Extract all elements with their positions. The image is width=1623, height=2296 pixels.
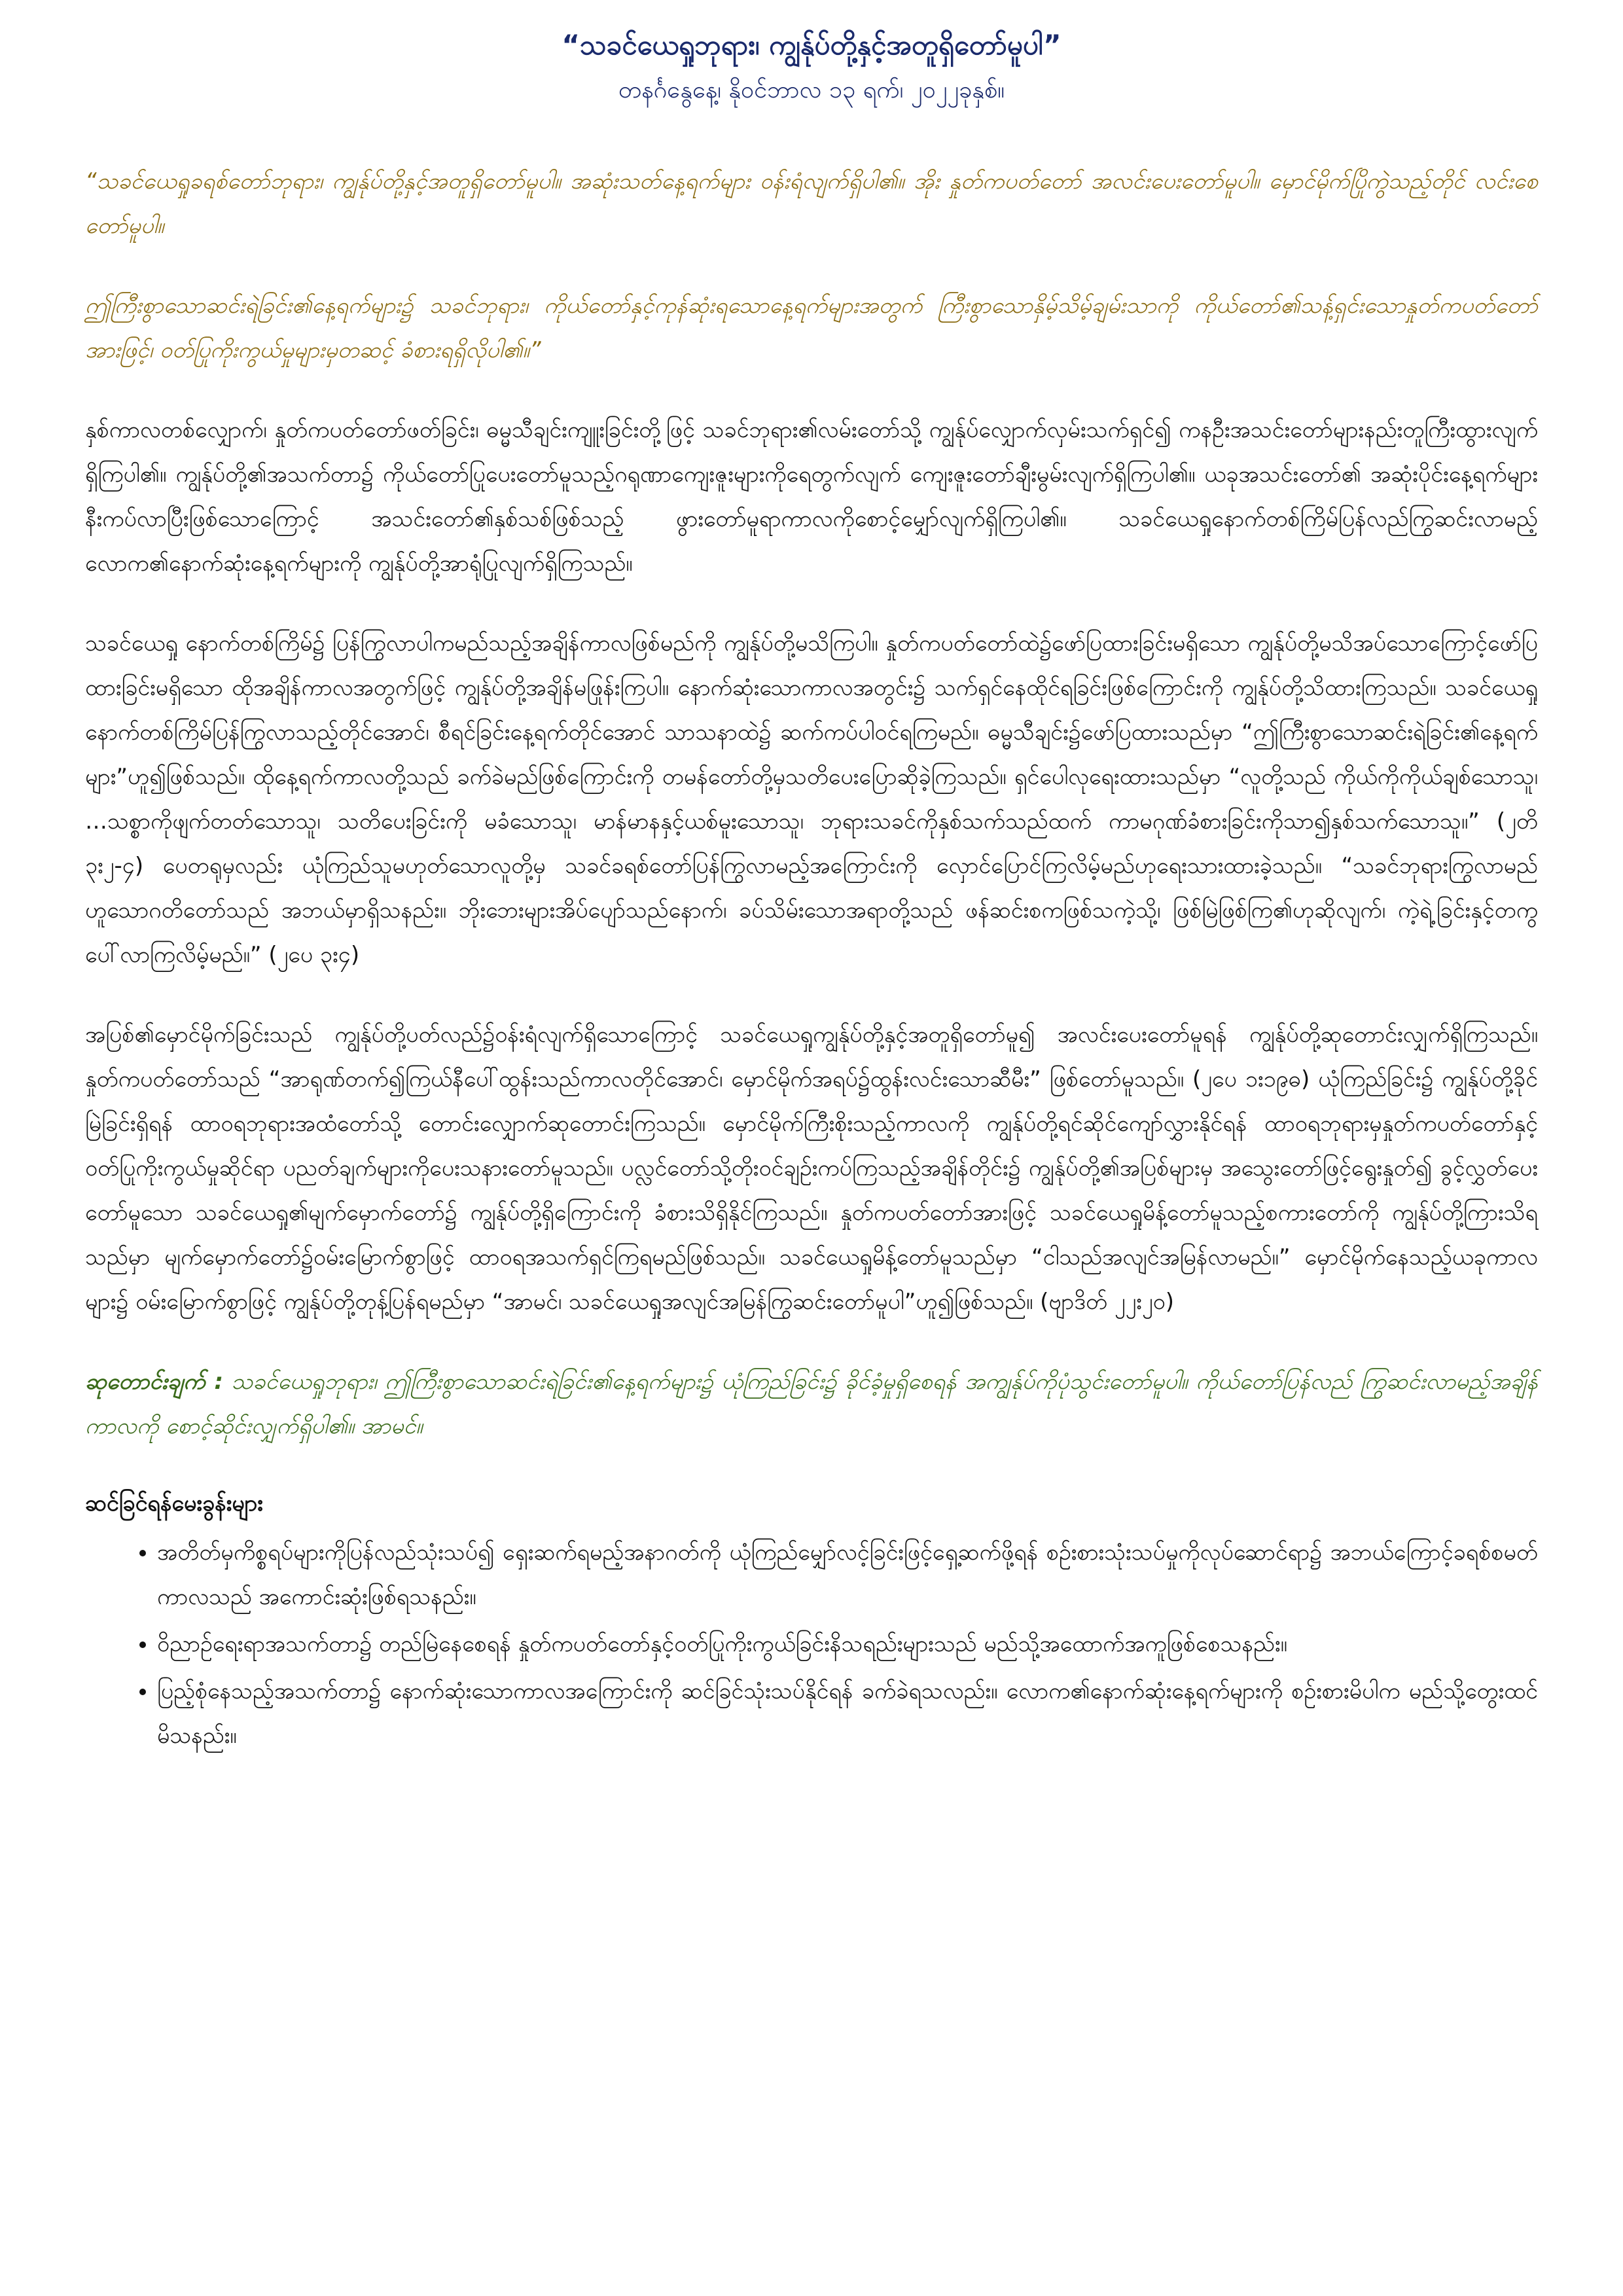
body-paragraph-1: နှစ်ကာလတစ်လျှောက်၊ နှုတ်ကပတ်တော်ဖတ်ခြင်း၊ ဓမ္မသီချင်းကျူးခြင်းတို့ဖြင့် သခင်ဘုရား၏လမ်းတော်သို့ ကျွန်ုပ်လျှောက်လှမ်းသက်ရှင်၍ ကနဦးအသင်းတော်များနည်းတူကြီးထွားလျက်ရှိကြပါ၏။ ကျွန်ုပ်တို့၏အသက်တာ၌ ကိုယ်တော်ပြုပေးတော်မူသည့်ဂရုဏာကျေးဇူးများကိုရေတွက်လျက် ကျေးဇူးတော်ချီးမွမ်းလျက်ရှိကြပါ၏။ ယခုအသင်းတော်၏ အဆုံးပိုင်းနေ့ရက်များနီးကပ်လာပြီးဖြစ်သောကြောင့် အသင်းတော်၏နှစ်သစ်ဖြစ်သည့် ဖွားတော်မူရာကာလကိုစောင့်မျှော်လျက်ရှိကြပါ၏။ သခင်ယေရှုနောက်တစ်ကြိမ်ပြန်လည်ကြွဆင်းလာမည့် လောက၏နောက်ဆုံးနေ့ရက်များကို ကျွန်ုပ်တို့အာရုံပြုလျက်ရှိကြသည်။ xyxy=(85,417,1538,577)
body-paragraph-2: သခင်ယေရှု နောက်တစ်ကြိမ်၌ ပြန်ကြွလာပါကမည်သည့်အချိန်ကာလဖြစ်မည်ကို ကျွန်ုပ်တို့မသိကြပါ။ နှုတ်ကပတ်တော်ထဲ၌ဖော်ပြထားခြင်းမရှိသော ကျွန်ုပ်တို့မသိအပ်သောကြောင့်ဖော်ပြထားခြင်းမရှိသော ထိုအချိန်ကာလအတွက်ဖြင့် ကျွန်ုပ်တို့အချိန်မဖြုန်းကြပါ။ နောက်ဆုံးသောကာလအတွင်း၌ သက်ရှင်နေထိုင်ရခြင်းဖြစ်ကြောင်းကို ကျွန်ုပ်တို့သိထားကြသည်။ သခင်ယေရှုနောက်တစ်ကြိမ်ပြန်ကြွလာသည့်တိုင်အောင်၊ စီရင်ခြင်းနေ့ရက်တိုင်အောင် သာသနာထဲ၌ ဆက်ကပ်ပါဝင်ရကြမည်။ ဓမ္မသီချင်း၌ဖော်ပြထားသည်မှာ “ဤကြီးစွာသောဆင်းရဲခြင်း၏နေ့ရက်များ”ဟူ၍ဖြစ်သည်။ ထိုနေ့ရက်ကာလတို့သည် ခက်ခဲမည်ဖြစ်ကြောင်းကို တမန်တော်တို့မှသတိပေးပြောဆိုခဲ့ကြသည်။ ရှင်ပေါလုရေးထားသည်မှာ “လူတို့သည် ကိုယ်ကိုကိုယ်ချစ်သောသူ၊ …သစ္စာကိုဖျက်တတ်သောသူ၊ သတိပေးခြင်းကို မခံသောသူ၊ မာန်မာနနှင့်ယစ်မူးသောသူ၊ ဘုရားသခင်ကိုနှစ်သက်သည်ထက် ကာမဂုဏ်ခံစားခြင်းကိုသာ၍နှစ်သက်သောသူ။” (၂တိ ၃း၂-၄) ပေတရုမှလည်း ယုံကြည်သူမဟုတ်သောလူတို့မှ သခင်ခရစ်တော်ပြန်ကြွလာမည့်အကြောင်းကို လှောင်ပြောင်ကြလိမ့်မည်ဟုရေးသားထားခဲ့သည်။ “သခင်ဘုရားကြွလာမည်ဟူသောဂတိတော်သည် အဘယ်မှာရှိသနည်း။ ဘိုးဘေးများအိပ်ပျော်သည်နောက်၊ ခပ်သိမ်းသောအရာတို့သည် ဖန်ဆင်းစကဖြစ်သကဲ့သို့၊ ဖြစ်မြဲဖြစ်ကြ၏ဟုဆိုလျက်၊ ကဲ့ရဲ့ခြင်းနှင့်တကွပေါ်လာကြလိမ့်မည်။” (၂ပေ ၃း၄) xyxy=(85,630,1538,969)
reflection-questions-list xyxy=(85,1530,1538,1758)
closing-prayer-text: သခင်ယေရှုဘုရား၊ ဤကြီးစွာသောဆင်းရဲခြင်း၏နေ့ရက်များ၌ ယုံကြည်ခြင်း၌ ခိုင်ခံ့မှုရှိစေရန် အကျွန်ုပ်ကိုပုံသွင်းတော်မူပါ။ ကိုယ်တော်ပြန်လည် ကြွဆင်းလာမည့်အချိန်ကာလကို စောင့်ဆိုင်းလျှက်ရှိပါ၏။ အာမင်။ xyxy=(85,1369,1538,1440)
opening-prayer-2: ဤကြီးစွာသောဆင်းရဲခြင်း၏နေ့ရက်များ၌ သခင်ဘုရား၊ ကိုယ်တော်နှင့်ကုန်ဆုံးရသောနေ့ရက်များအတွက် ကြီးစွာသောနှိမ့်သိမ့်ချမ်းသာကို ကိုယ်တော်၏သန့်ရှင်းသောနှုတ်ကပတ်တော်အားဖြင့်၊ ဝတ်ပြုကိုးကွယ်မှုများမှတဆင့် ခံစားရရှိလိုပါ၏။” xyxy=(85,293,1538,364)
page-title: “သခင်ယေရှုဘုရား၊ ကျွန်ုပ်တို့နှင့်အတူရှိတော်မူပါ” xyxy=(562,29,1061,61)
body-paragraph-3: အပြစ်၏မှောင်မိုက်ခြင်းသည် ကျွန်ုပ်တို့ပတ်လည်၌ဝန်းရံလျက်ရှိသောကြောင့် သခင်ယေရှုကျွန်ုပ်တို့နှင့်အတူရှိတော်မူ၍ အလင်းပေးတော်မူရန် ကျွန်ုပ်တို့ဆုတောင်းလျှက်ရှိကြသည်။ နှုတ်ကပတ်တော်သည် “အာရုဏ်တက်၍ကြယ်နီပေါ်ထွန်းသည်ကာလတိုင်အောင်၊ မှောင်မိုက်အရပ်၌ထွန်းလင်းသောဆီမီး” ဖြစ်တော်မူသည်။ (၂ပေ ၁း၁၉ဓ) ယုံကြည်ခြင်း၌ ကျွန်ုပ်တို့ခိုင်မြဲခြင်းရှိရန် ထာဝရဘုရားအထံတော်သို့ တောင်းလျှောက်ဆုတောင်းကြသည်။ မှောင်မိုက်ကြီးစိုးသည့်ကာလကို ကျွန်ုပ်တို့ရင်ဆိုင်ကျော်လွှားနိုင်ရန် ထာဝရဘုရားမှနှုတ်ကပတ်တော်နှင့် ဝတ်ပြုကိုးကွယ်မှုဆိုင်ရာ ပညတ်ချက်များကိုပေးသနားတော်မူသည်။ ပလ္လင်တော်သို့တိုးဝင်ချဉ်းကပ်ကြသည့်အချိန်တိုင်း၌ ကျွန်ုပ်တို့၏အပြစ်များမှ အသွေးတော်ဖြင့်ရွေးနှုတ်၍ ခွင့်လွှတ်ပေးတော်မူသော သခင်ယေရှု၏မျက်မှောက်တော်၌ ကျွန်ုပ်တို့ရှိကြောင်းကို ခံစားသိရှိနိုင်ကြသည်။ နှုတ်ကပတ်တော်အားဖြင့် သခင်ယေရှုမိန့်တော်မူသည့်စကားတော်ကို ကျွန်ုပ်တို့ကြားသိရသည်မှာ မျက်မှောက်တော်၌ဝမ်းမြောက်စွာဖြင့် ထာဝရအသက်ရှင်ကြရမည်ဖြစ်သည်။ သခင်ယေရှုမိန့်တော်မူသည်မှာ “ငါသည်အလျင်အမြန်လာမည်။” မှောင်မိုက်နေသည့်ယခုကာလများ၌ ဝမ်းမြောက်စွာဖြင့် ကျွန်ုပ်တို့တုန့်ပြန်ရမည်မှာ “အာမင်၊ သခင်ယေရှုအလျင်အမြန်ကြွဆင်းတော်မူပါ”ဟူ၍ဖြစ်သည်။ (ဗျာဒိတ် ၂၂း၂၀) xyxy=(85,1022,1538,1316)
reflection-question: • ဝိညာဉ်ရေးရာအသက်တာ၌ တည်မြဲနေစေရန် နှုတ်ကပတ်တော်နှင့်ဝတ်ပြုကိုးကွယ်ခြင်းနိသရည်းများသည် မည်သို့အထောက်အကူဖြစ်စေသနည်း။ xyxy=(157,1622,1538,1666)
opening-prayer-1: “သခင်ယေရှုခရစ်တော်ဘုရား၊ ကျွန်ုပ်တို့နှင့်အတူရှိတော်မူပါ။ အဆုံးသတ်နေ့ရက်များ ဝန်းရံလျက်ရှိပါ၏။ အိုး နှုတ်ကပတ်တော် အလင်းပေးတော်မူပါ။ မှောင်မိုက်ပြိုကွဲသည့်တိုင် လင်းစေတော်မူပါ။ xyxy=(85,168,1538,240)
closing-prayer-lead: ဆုတောင်းချက် : xyxy=(85,1369,223,1395)
document-page xyxy=(85,26,1538,1761)
reflection-question: • ပြည့်စုံနေသည့်အသက်တာ၌ နောက်ဆုံးသောကာလအကြောင်းကို ဆင်ခြင်သုံးသပ်နိုင်ရန် ခက်ခဲရသလည်း။ လောက၏နောက်ဆုံးနေ့ရက်များကို စဉ်းစားမိပါက မည်သို့တွေးထင်မိသနည်း။ xyxy=(157,1669,1538,1758)
reflection-questions-heading: ဆင်ခြင်ရန်မေးခွန်းများ xyxy=(85,1490,263,1517)
reflection-question: • အတိတ်မှကိစ္စရပ်များကိုပြန်လည်သုံးသပ်၍ ရှေးဆက်ရမည့်အနာဂတ်ကို ယုံကြည်မျှော်လင့်ခြင်းဖြင့်ရှေ့ဆက်ဖို့ရန် စဉ်းစားသုံးသပ်မှုကိုလုပ်ဆောင်ရာ၌ အဘယ်ကြောင့်ခရစ်စမတ်ကာလသည် အကောင်းဆုံးဖြစ်ရသနည်း။ xyxy=(157,1530,1538,1619)
page-date: တနင်္ဂနွေနေ့၊ နိုဝင်ဘာလ ၁၃ ရက်၊ ၂၀၂၂ခုနှစ်။ xyxy=(618,76,1005,103)
closing-prayer xyxy=(85,1359,1538,1448)
